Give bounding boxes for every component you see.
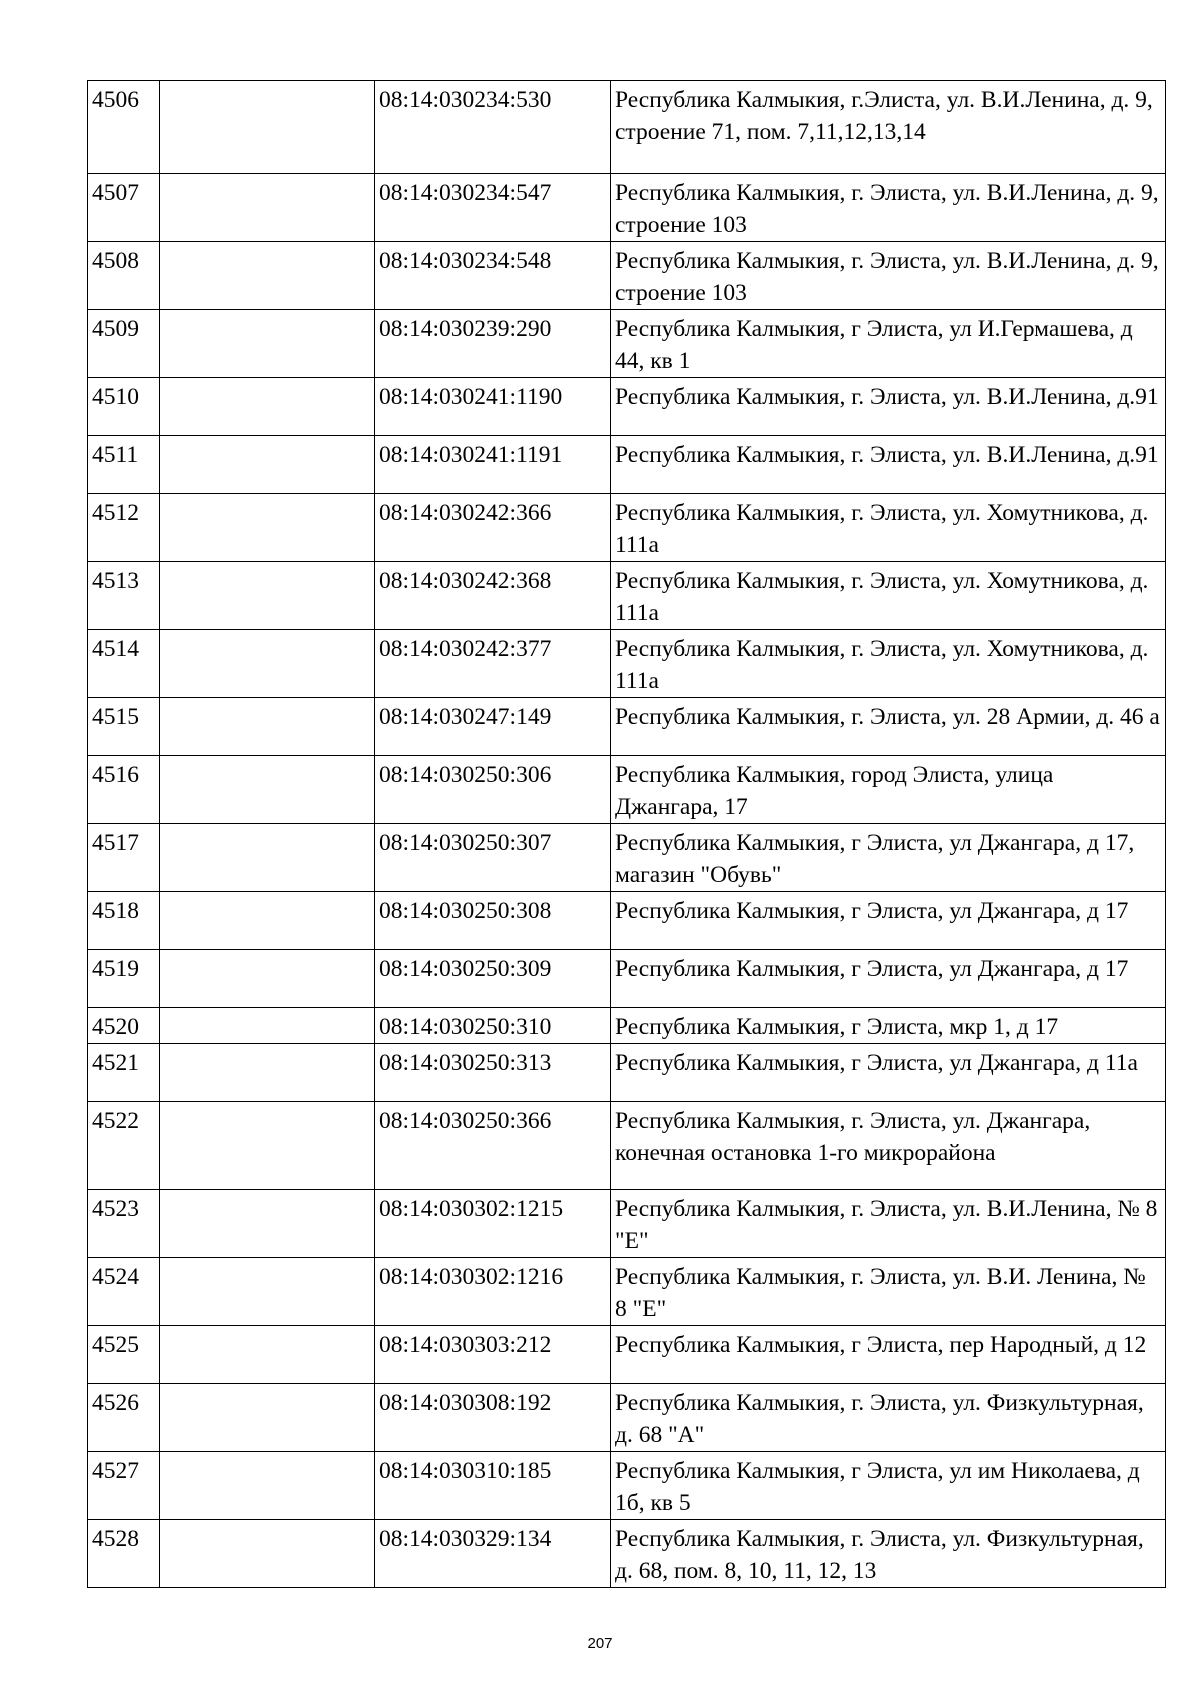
empty-cell (160, 698, 375, 756)
table-row (88, 950, 1166, 1008)
cadastral-number-cell: 08:14:030303:212 (375, 1326, 611, 1384)
cadastral-number-cell: 08:14:030242:368 (375, 562, 611, 630)
address-cell: Республика Калмыкия, г. Элиста, ул. Хомутникова, д. 111а (611, 494, 1166, 562)
address-cell: Республика Калмыкия, г. Элиста, ул. В.И. Ленина, № 8 "Е" (611, 1258, 1166, 1326)
row-number-cell: 4522 (88, 1102, 160, 1190)
cadastral-number-cell: 08:14:030241:1191 (375, 436, 611, 494)
table-row (88, 174, 1166, 242)
row-number-cell: 4521 (88, 1044, 160, 1102)
empty-cell (160, 1008, 375, 1044)
address-cell: Республика Калмыкия, г Элиста, ул Джангара, д 17, магазин "Обувь" (611, 824, 1166, 892)
row-number-cell: 4512 (88, 494, 160, 562)
table-row (88, 310, 1166, 378)
table-row (88, 892, 1166, 950)
cadastral-number-cell: 08:14:030241:1190 (375, 378, 611, 436)
empty-cell (160, 1452, 375, 1520)
cadastral-number-cell: 08:14:030250:310 (375, 1008, 611, 1044)
cadastral-number-cell: 08:14:030250:309 (375, 950, 611, 1008)
table-row (88, 378, 1166, 436)
cadastral-number-cell: 08:14:030250:306 (375, 756, 611, 824)
row-number-cell: 4516 (88, 756, 160, 824)
row-number-cell: 4517 (88, 824, 160, 892)
address-cell: Республика Калмыкия, г Элиста, ул Джангара, д 17 (611, 892, 1166, 950)
empty-cell (160, 756, 375, 824)
registry-table (87, 80, 1166, 1588)
cadastral-number-cell: 08:14:030310:185 (375, 1452, 611, 1520)
row-number-cell: 4518 (88, 892, 160, 950)
address-cell: Республика Калмыкия, г. Элиста, ул. В.И.Ленина, д. 9, строение 103 (611, 242, 1166, 310)
empty-cell (160, 1520, 375, 1588)
address-cell: Республика Калмыкия, г. Элиста, ул. 28 Армии, д. 46 а (611, 698, 1166, 756)
row-number-cell: 4513 (88, 562, 160, 630)
table-row (88, 1190, 1166, 1258)
table-row (88, 1102, 1166, 1190)
cadastral-number-cell: 08:14:030239:290 (375, 310, 611, 378)
empty-cell (160, 81, 375, 174)
row-number-cell: 4527 (88, 1452, 160, 1520)
empty-cell (160, 378, 375, 436)
registry-table-body (88, 81, 1166, 1588)
row-number-cell: 4528 (88, 1520, 160, 1588)
address-cell: Республика Калмыкия, г Элиста, ул им Николаева, д 1б, кв 5 (611, 1452, 1166, 1520)
row-number-cell: 4525 (88, 1326, 160, 1384)
table-row (88, 756, 1166, 824)
address-cell: Республика Калмыкия, г Элиста, ул Джангара, д 11а (611, 1044, 1166, 1102)
row-number-cell: 4511 (88, 436, 160, 494)
cadastral-number-cell: 08:14:030302:1215 (375, 1190, 611, 1258)
address-cell: Республика Калмыкия, г. Элиста, ул. Хомутникова, д. 111а (611, 562, 1166, 630)
cadastral-number-cell: 08:14:030234:548 (375, 242, 611, 310)
address-cell: Республика Калмыкия, г Элиста, мкр 1, д 17 (611, 1008, 1166, 1044)
address-cell: Республика Калмыкия, г.Элиста, ул. В.И.Ленина, д. 9, строение 71, пом. 7,11,12,13,14 (611, 81, 1166, 174)
empty-cell (160, 630, 375, 698)
empty-cell (160, 174, 375, 242)
empty-cell (160, 436, 375, 494)
address-cell: Республика Калмыкия, г. Элиста, ул. В.И.Ленина, д. 9, строение 103 (611, 174, 1166, 242)
address-cell: Республика Калмыкия, г. Элиста, ул. Джангара, конечная остановка 1-го микрорайона (611, 1102, 1166, 1190)
address-cell: Республика Калмыкия, г Элиста, пер Народный, д 12 (611, 1326, 1166, 1384)
address-cell: Республика Калмыкия, г. Элиста, ул. Хомутникова, д. 111а (611, 630, 1166, 698)
empty-cell (160, 310, 375, 378)
table-row (88, 242, 1166, 310)
table-row (88, 698, 1166, 756)
table-row (88, 1008, 1166, 1044)
address-cell: Республика Калмыкия, г. Элиста, ул. В.И.Ленина, д.91 (611, 378, 1166, 436)
cadastral-number-cell: 08:14:030250:307 (375, 824, 611, 892)
empty-cell (160, 950, 375, 1008)
address-cell: Республика Калмыкия, г Элиста, ул Джангара, д 17 (611, 950, 1166, 1008)
table-row (88, 1044, 1166, 1102)
address-cell: Республика Калмыкия, город Элиста, улица Джангара, 17 (611, 756, 1166, 824)
cadastral-number-cell: 08:14:030250:308 (375, 892, 611, 950)
cadastral-number-cell: 08:14:030329:134 (375, 1520, 611, 1588)
empty-cell (160, 1326, 375, 1384)
row-number-cell: 4507 (88, 174, 160, 242)
row-number-cell: 4519 (88, 950, 160, 1008)
row-number-cell: 4526 (88, 1384, 160, 1452)
cadastral-number-cell: 08:14:030250:366 (375, 1102, 611, 1190)
empty-cell (160, 1102, 375, 1190)
row-number-cell: 4509 (88, 310, 160, 378)
table-row (88, 824, 1166, 892)
page-number: 207 (587, 1635, 613, 1652)
table-row (88, 81, 1166, 174)
table-row (88, 1326, 1166, 1384)
row-number-cell: 4520 (88, 1008, 160, 1044)
table-row (88, 494, 1166, 562)
address-cell: Республика Калмыкия, г. Элиста, ул. Физкультурная, д. 68 "А" (611, 1384, 1166, 1452)
row-number-cell: 4523 (88, 1190, 160, 1258)
empty-cell (160, 1044, 375, 1102)
table-row (88, 562, 1166, 630)
row-number-cell: 4524 (88, 1258, 160, 1326)
empty-cell (160, 562, 375, 630)
empty-cell (160, 892, 375, 950)
empty-cell (160, 242, 375, 310)
table-row (88, 1520, 1166, 1588)
empty-cell (160, 1190, 375, 1258)
row-number-cell: 4510 (88, 378, 160, 436)
cadastral-number-cell: 08:14:030308:192 (375, 1384, 611, 1452)
table-row (88, 1384, 1166, 1452)
row-number-cell: 4515 (88, 698, 160, 756)
row-number-cell: 4508 (88, 242, 160, 310)
cadastral-number-cell: 08:14:030234:547 (375, 174, 611, 242)
table-row (88, 1258, 1166, 1326)
address-cell: Республика Калмыкия, г. Элиста, ул. В.И.Ленина, № 8 "Е" (611, 1190, 1166, 1258)
address-cell: Республика Калмыкия, г. Элиста, ул. Физкультурная, д. 68, пом. 8, 10, 11, 12, 13 (611, 1520, 1166, 1588)
cadastral-number-cell: 08:14:030242:377 (375, 630, 611, 698)
table-row (88, 1452, 1166, 1520)
empty-cell (160, 1384, 375, 1452)
cadastral-number-cell: 08:14:030247:149 (375, 698, 611, 756)
address-cell: Республика Калмыкия, г. Элиста, ул. В.И.Ленина, д.91 (611, 436, 1166, 494)
cadastral-number-cell: 08:14:030234:530 (375, 81, 611, 174)
table-row (88, 436, 1166, 494)
empty-cell (160, 1258, 375, 1326)
cadastral-number-cell: 08:14:030242:366 (375, 494, 611, 562)
empty-cell (160, 494, 375, 562)
empty-cell (160, 824, 375, 892)
cadastral-number-cell: 08:14:030250:313 (375, 1044, 611, 1102)
address-cell: Республика Калмыкия, г Элиста, ул И.Гермашева, д 44, кв 1 (611, 310, 1166, 378)
row-number-cell: 4514 (88, 630, 160, 698)
cadastral-number-cell: 08:14:030302:1216 (375, 1258, 611, 1326)
row-number-cell: 4506 (88, 81, 160, 174)
table-row (88, 630, 1166, 698)
